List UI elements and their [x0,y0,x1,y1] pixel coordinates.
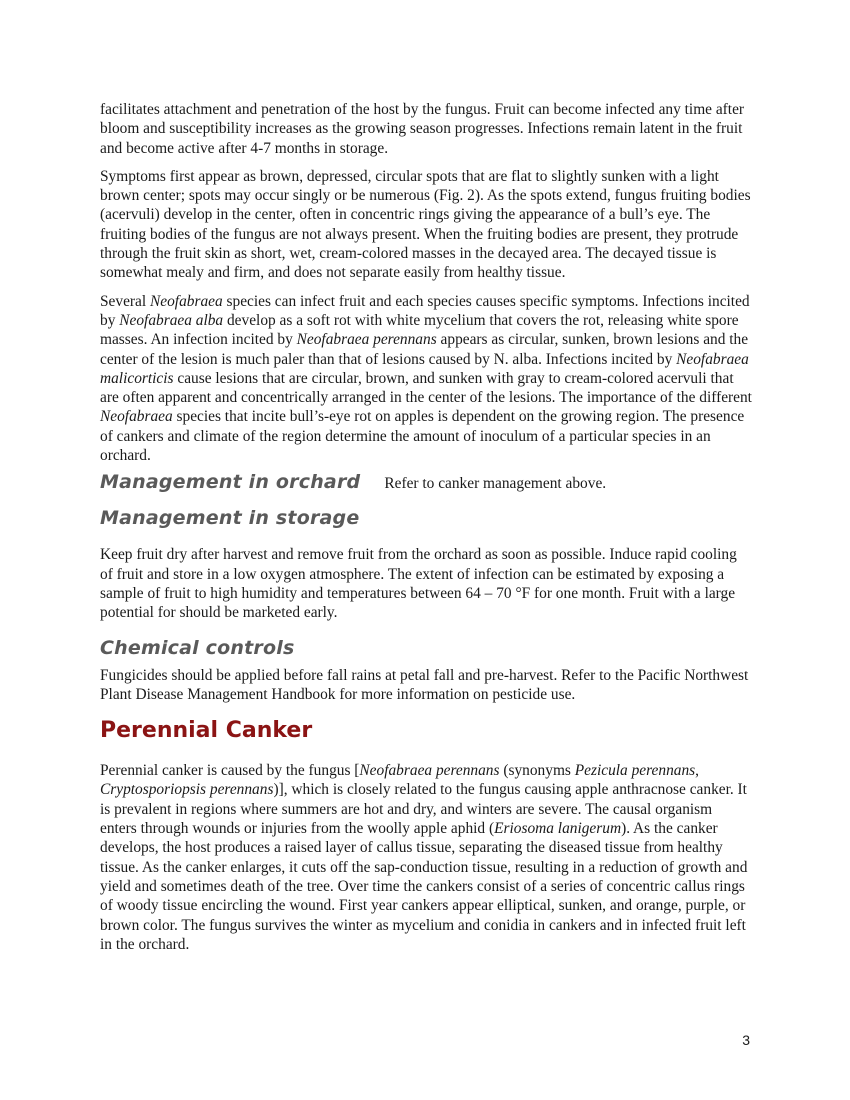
management-orchard-row [100,471,752,493]
paragraph-neofabraea-species: Several Neofabraea species can infect fruit and each species causes specific symptoms. Infections incited by Neofabraea alba develop as a soft rot with white mycelium that covers the rot, releasing white spore masses. An infection incited by Neofabraea perennans appears as circular, sunken, brown lesions and the center of the lesion is much paler than that of lesions caused by N. alba. Infections incited by Neofabraea malicorticis cause lesions that are circular, brown, and sunken with gray to cream-colored acervuli that are often apparent and concentrically arranged in the center of the lesions. The importance of the different Neofabraea species that incite bull’s-eye rot on apples is dependent on the growing region. The presence of cankers and climate of the region determine the amount of inoculum of a particular species in an orchard. [100,292,752,465]
species-name: Cryptosporiopsis perennans [100,781,274,799]
species-name: Neofabraea perennans [359,762,500,780]
paragraph-symptoms: Symptoms first appear as brown, depressed, circular spots that are flat to slightly sunken with a light brown center; spots may occur singly or be numerous (Fig. 2). As the spots extend, fungus fruiting bodies (acervuli) develop in the center, often in concentric rings giving the appearance of a bull’s eye. The fruiting bodies of the fungus are not always present. When the fruiting bodies are present, they protrude through the fruit skin as short, wet, cream-colored masses in the decayed area. The decayed tissue is somewhat mealy and firm, and does not separate easily from healthy tissue. [100,167,751,282]
paragraph-management-storage: Keep fruit dry after harvest and remove fruit from the orchard as soon as possible. Induce rapid cooling of fruit and store in a low oxygen atmosphere. The extent of infection can be estimated by exposing a sample of fruit to high humidity and temperatures between 64 – 70 °F for one month. Fruit with a large potential for should be marketed early. [100,546,737,622]
species-name: Eriosoma lanigerum [494,820,622,838]
species-name: Neofabraea malicorticis [100,350,749,387]
species-name: Neofabraea alba [119,311,224,329]
species-name: Neofabraea perennans [296,331,437,349]
paragraph-infection-timing: facilitates attachment and penetration of the host by the fungus. Fruit can become infected any time after bloom and susceptibility increases as the growing season progresses. Infections remain latent in the fruit and become active after 4-7 months in storage. [100,101,745,157]
page-number: 3 [742,1032,750,1048]
heading-management-storage: Management in storage [100,507,360,530]
document-page [100,100,752,954]
species-name: Neofabraea [150,292,223,310]
paragraph-perennial-canker: Perennial canker is caused by the fungus [Neofabraea perennans (synonyms Pezicula perennans, Cryptosporiopsis perennans)], which is closely related to the fungus causing apple anthracnose canker. It is prevalent in regions where summers are hot and dry, and winters are severe. The causal organism enters through wounds or injuries from the woolly apple aphid (Eriosoma lanigerum). As the canker develops, the host produces a raised layer of callus tissue, separating the diseased tissue from healthy tissue. As the canker enlarges, it cuts off the sap-conduction tissue, resulting in a reduction of growth and yield and sometimes death of the tree. Over time the cankers consist of a series of concentric callus rings of woody tissue encircling the wound. First year cankers appear elliptical, sunken, and orange, purple, or brown color. The fungus survives the winter as mycelium and conidia in cankers and in infected fruit left in the orchard. [100,762,748,953]
heading-chemical-controls: Chemical controls [100,636,295,659]
species-name: Pezicula perennans [574,762,696,780]
heading-perennial-canker: Perennial Canker [100,718,313,744]
heading-management-orchard: Management in orchard [100,471,361,494]
species-name: Neofabraea [100,408,173,426]
paragraph-chemical-controls: Fungicides should be applied before fall rains at petal fall and pre-harvest. Refer to the Pacific Northwest Plant Disease Management Handbook for more information on pesticide use. [100,666,749,703]
management-orchard-note: Refer to canker management above. [384,475,607,493]
